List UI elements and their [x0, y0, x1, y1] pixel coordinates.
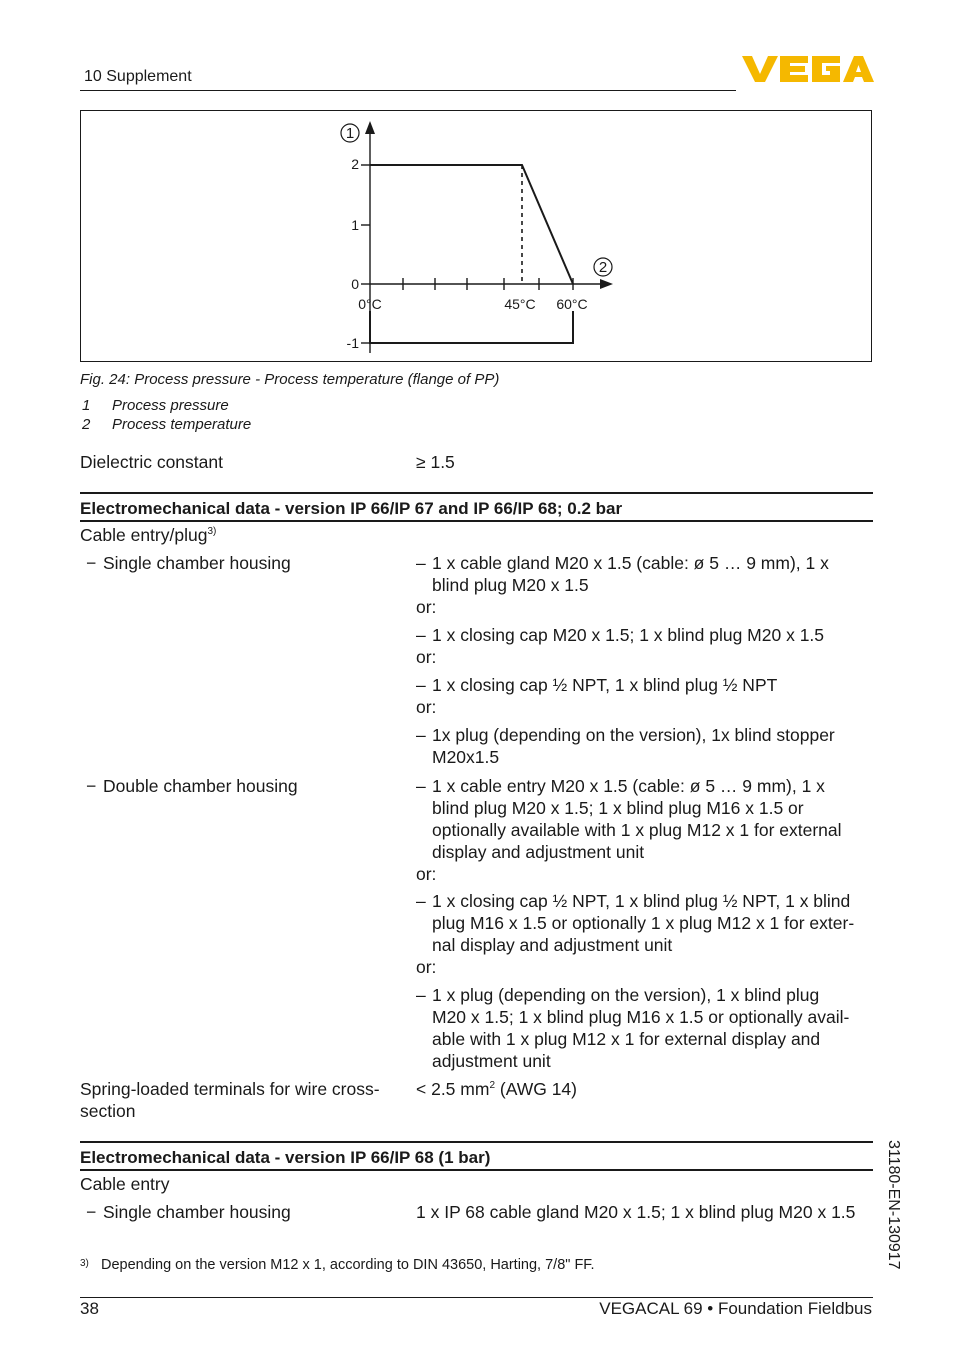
x-tick-label: 60°C — [556, 296, 588, 312]
option-line: plug M16 x 1.5 or optionally 1 x plug M12 x 1 for exter- — [432, 913, 855, 933]
or-label: or: — [416, 957, 437, 977]
option-line: blind plug M20 x 1.5; 1 x blind plug M16 x 1.5 or — [432, 798, 804, 818]
x-tick-label: 0°C — [358, 296, 382, 312]
y-tick-label: 1 — [351, 217, 359, 233]
list-dash: – — [416, 625, 426, 645]
or-label: or: — [416, 597, 437, 617]
option-line: 1x plug (depending on the version), 1x blind stopper — [432, 725, 835, 745]
section-heading-1 — [80, 492, 873, 522]
callout-2: 2 — [598, 259, 608, 276]
list-dash: – — [416, 985, 426, 1005]
legend-number: 2 — [82, 416, 91, 433]
section-title: Electromechanical data - version IP 66/IP 67 and IP 66/IP 68; 0.2 bar — [80, 499, 623, 518]
superscript: 2 — [489, 1080, 495, 1092]
option-line: blind plug M20 x 1.5 — [432, 575, 589, 595]
terminals-value-text: (AWG 14) — [495, 1079, 577, 1099]
option-line: 1 x cable gland M20 x 1.5 (cable: ø 5 … 9 mm), 1 x — [432, 553, 829, 573]
terminals-label: Spring-loaded terminals for wire cross- — [80, 1079, 380, 1099]
legend-number: 1 — [82, 397, 91, 414]
cable-entry-label — [80, 524, 216, 546]
list-dash: − — [86, 1202, 97, 1222]
option-line: 1 x cable entry M20 x 1.5 (cable: ø 5 … 9 mm), 1 x — [432, 776, 825, 796]
y-tick-label: 0 — [351, 276, 359, 292]
footnote-number: 3) — [80, 1258, 89, 1269]
document-code: 31180-EN-130917 — [885, 1140, 902, 1270]
legend-text: Process pressure — [112, 397, 229, 414]
dielectric-label: Dielectric constant — [80, 452, 223, 472]
or-label: or: — [416, 647, 437, 667]
pressure-curve — [370, 165, 573, 284]
or-label: or: — [416, 864, 437, 884]
header-rule — [80, 90, 736, 91]
page-number: 38 — [80, 1299, 99, 1318]
y-axis-arrow — [365, 121, 375, 134]
terminals-value — [416, 1078, 577, 1100]
or-label: or: — [416, 697, 437, 717]
figure-frame — [80, 110, 872, 362]
section-title: Electromechanical data - version IP 66/IP 68 (1 bar) — [80, 1148, 491, 1167]
option-line: able with 1 x plug M12 x 1 for external display and — [432, 1029, 821, 1049]
terminals-label: section — [80, 1101, 136, 1121]
option-line: 1 x plug (depending on the version), 1 x blind plug — [432, 985, 820, 1005]
list-dash: – — [416, 776, 426, 796]
legend-text: Process temperature — [112, 416, 252, 433]
footnote-ref: 3) — [207, 526, 217, 538]
footer-title: VEGACAL 69 • Foundation Fieldbus — [599, 1299, 872, 1318]
figure-caption: Fig. 24: Process pressure - Process temperature (flange of PP) — [80, 371, 500, 388]
option-line: adjustment unit — [432, 1051, 551, 1071]
option-line: 1 x closing cap ½ NPT, 1 x blind plug ½ NPT, 1 x blind — [432, 891, 851, 911]
list-dash: – — [416, 891, 426, 911]
option-line: M20 x 1.5; 1 x blind plug M16 x 1.5 or optionally avail- — [432, 1007, 850, 1027]
option-line: optionally available with 1 x plug M12 x 1 for external — [432, 820, 842, 840]
x-tick-label: 45°C — [504, 296, 536, 312]
dielectric-value: ≥ 1.5 — [416, 452, 455, 472]
option-line: nal display and adjustment unit — [432, 935, 673, 955]
option-line: 1 x closing cap M20 x 1.5; 1 x blind plug M20 x 1.5 — [432, 625, 825, 645]
single-chamber-label: Single chamber housing — [103, 1202, 291, 1222]
option-line: M20x1.5 — [432, 747, 500, 767]
vega-logo — [742, 54, 874, 89]
lower-bracket — [370, 311, 573, 343]
cable-entry-text: Cable entry/plug — [80, 525, 208, 545]
cable-entry-label: Cable entry — [80, 1174, 170, 1194]
y-tick-label: 2 — [351, 156, 359, 172]
pressure-temperature-chart — [81, 111, 873, 363]
list-dash: – — [416, 675, 426, 695]
footnote-text: Depending on the version M12 x 1, according to DIN 43650, Harting, 7/8" FF. — [101, 1257, 595, 1273]
x-axis-arrow — [600, 279, 613, 289]
terminals-value-text: < 2.5 mm — [416, 1079, 490, 1099]
y-tick-label: -1 — [346, 335, 359, 351]
list-dash: – — [416, 725, 426, 745]
list-dash: − — [86, 776, 97, 796]
single-chamber-value: 1 x IP 68 cable gland M20 x 1.5; 1 x blind plug M20 x 1.5 — [416, 1202, 856, 1222]
list-dash: – — [416, 553, 426, 573]
list-dash: − — [86, 553, 97, 573]
option-line: 1 x closing cap ½ NPT, 1 x blind plug ½ NPT — [432, 675, 778, 695]
option-line: display and adjustment unit — [432, 842, 645, 862]
callout-1: 1 — [345, 125, 355, 142]
single-chamber-label: Single chamber housing — [103, 553, 291, 573]
section-heading-2 — [80, 1141, 873, 1171]
running-header: 10 Supplement — [84, 68, 192, 85]
footer-rule — [80, 1297, 873, 1298]
double-chamber-label: Double chamber housing — [103, 776, 298, 796]
